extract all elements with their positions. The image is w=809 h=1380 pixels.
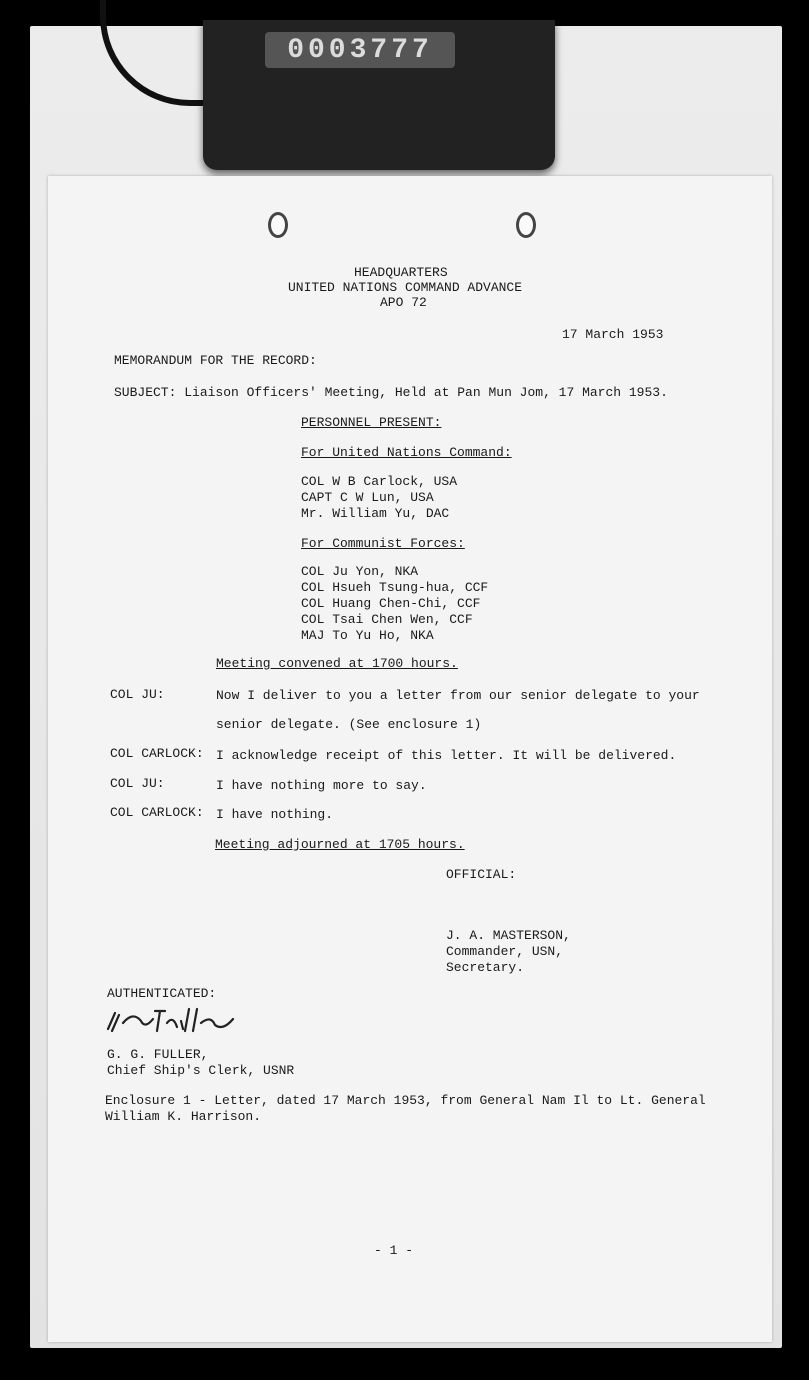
dialogue-speaker: COL JU:	[110, 776, 165, 791]
cf-heading: For Communist Forces:	[301, 536, 465, 551]
un-member: COL W B Carlock, USA	[301, 474, 458, 489]
meeting-adjourned: Meeting adjourned at 1705 hours.	[215, 837, 465, 852]
memo-page	[48, 176, 772, 1342]
official-name: J. A. MASTERSON,	[446, 928, 571, 943]
un-heading: For United Nations Command:	[301, 445, 512, 460]
punch-hole-right-icon	[516, 212, 536, 238]
cf-member: COL Hsueh Tsung-hua, CCF	[301, 580, 489, 595]
page-number: - 1 -	[374, 1243, 414, 1258]
dialogue-text: senior delegate. (See enclosure 1)	[216, 717, 482, 732]
memo-date: 17 March 1953	[562, 327, 664, 342]
dialogue-speaker: COL CARLOCK:	[110, 805, 204, 820]
authenticated-label: AUTHENTICATED:	[107, 986, 217, 1001]
official-title: Secretary.	[446, 960, 525, 975]
dialogue-text: I have nothing.	[216, 807, 334, 822]
authenticated-title: Chief Ship's Clerk, USNR	[107, 1063, 295, 1078]
official-rank: Commander, USN,	[446, 944, 564, 959]
personnel-heading: PERSONNEL PRESENT:	[301, 415, 442, 430]
header-line-2: UNITED NATIONS COMMAND ADVANCE	[288, 280, 523, 295]
handwritten-signature	[103, 1001, 253, 1041]
punch-hole-left-icon	[268, 212, 288, 238]
enclosure-line-1: Enclosure 1 - Letter, dated 17 March 1953, from General Nam Il to Lt. General	[105, 1093, 706, 1108]
cf-member: COL Ju Yon, NKA	[301, 564, 419, 579]
cf-member: COL Tsai Chen Wen, CCF	[301, 612, 473, 627]
dialogue-text: Now I deliver to you a letter from our senior delegate to your	[216, 688, 700, 703]
dialogue-text: I have nothing more to say.	[216, 778, 427, 793]
dialogue-speaker: COL JU:	[110, 687, 165, 702]
un-member: CAPT C W Lun, USA	[301, 490, 434, 505]
official-label: OFFICIAL:	[446, 867, 517, 882]
enclosure-line-2: William K. Harrison.	[105, 1109, 262, 1124]
dialogue-text: I acknowledge receipt of this letter. It will be delivered.	[216, 748, 677, 763]
dialogue-speaker: COL CARLOCK:	[110, 746, 204, 761]
frame-counter-number: 0003777	[265, 32, 455, 68]
authenticated-name: G. G. FULLER,	[107, 1047, 209, 1062]
header-line-1: HEADQUARTERS	[354, 265, 448, 280]
header-line-3: APO 72	[380, 295, 427, 310]
subject-line: SUBJECT: Liaison Officers' Meeting, Held at Pan Mun Jom, 17 March 1953.	[114, 385, 668, 400]
cf-member: MAJ To Yu Ho, NKA	[301, 628, 434, 643]
cf-member: COL Huang Chen-Chi, CCF	[301, 596, 481, 611]
memo-for: MEMORANDUM FOR THE RECORD:	[114, 353, 317, 368]
meeting-convened: Meeting convened at 1700 hours.	[216, 656, 458, 671]
un-member: Mr. William Yu, DAC	[301, 506, 450, 521]
